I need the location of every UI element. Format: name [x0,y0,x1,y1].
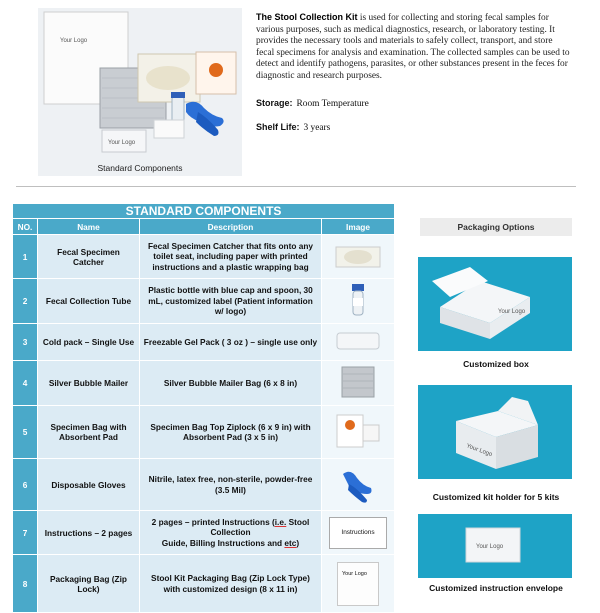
instruction-envelope-image [418,514,572,578]
svg-text:Your Logo: Your Logo [465,443,493,459]
row-description: Silver Bubble Mailer Bag (6 x 8 in) [140,361,322,406]
col-header-description: Description [140,219,322,235]
row-name: Instructions – 2 pages [38,511,140,555]
storage-value: Room Temperature [296,99,369,109]
kit-components-photo [38,8,242,176]
table-title: STANDARD COMPONENTS [13,204,395,219]
row-number: 7 [13,511,38,555]
row-image [322,511,395,555]
mailer-thumbnail [338,364,378,400]
col-header-image: Image [322,219,395,235]
divider [16,186,576,187]
row-description: Specimen Bag Top Ziplock (6 x 9 in) with Absorbent Pad (3 x 5 in) [140,406,322,459]
table-row [13,324,395,361]
row-name: Specimen Bag with Absorbent Pad [38,406,140,459]
row-name: Fecal Specimen Catcher [38,235,140,279]
col-header-name: Name [38,219,140,235]
storage-label: Storage: [256,98,293,108]
row-image [322,459,395,511]
catcher-thumbnail [333,241,383,271]
row-number: 2 [13,279,38,324]
instructions-thumbnail: Instructions [329,517,387,549]
kit-holder-image [418,385,572,479]
row-number: 5 [13,406,38,459]
table-row [13,555,395,613]
row-image [322,406,395,459]
row-name: Fecal Collection Tube [38,279,140,324]
table-row [13,279,395,324]
row-description: Plastic bottle with blue cap and spoon, 30 mL, customized label (Patient information w/ logo) [140,279,322,324]
standard-components-table [12,203,395,613]
instruction-envelope-caption: Customized instruction envelope [429,583,563,593]
table-row [13,511,395,555]
row-name: Disposable Gloves [38,459,140,511]
row-name: Silver Bubble Mailer [38,361,140,406]
row-image [322,324,395,361]
svg-text:Your Logo: Your Logo [498,309,526,315]
col-header-no: NO. [13,219,38,235]
svg-text:Your Logo: Your Logo [476,544,504,550]
row-number: 1 [13,235,38,279]
row-image [322,361,395,406]
shelf-life-line [256,121,330,133]
row-number: 6 [13,459,38,511]
shelf-life-value: 3 years [303,123,331,133]
row-image [322,235,395,279]
gloves-thumbnail [335,464,381,504]
row-image [322,555,395,613]
kit-description-text: is used for collecting and storing fecal samples for various purposes, such as medical diagnostics, research, or laboratory testing. It provides the necessary tools and materials to safely collect, transport, and store fecal specimens for analysis and examination. The collected samples can be used to detect and identify pathogens, parasites, or other substances present in the feces for diagnostic and research purposes. [256,13,570,81]
table-row [13,235,395,279]
row-description: Freezable Gel Pack ( 3 oz ) – single use only [140,324,322,361]
row-number: 4 [13,361,38,406]
hero-caption: Standard Components [97,163,183,173]
row-image [322,279,395,324]
customized-box-image [418,257,572,351]
row-number: 8 [13,555,38,613]
tube-thumbnail [343,282,373,318]
row-number: 3 [13,324,38,361]
packaging-bag-thumbnail: Your Logo [337,562,379,606]
table-row [13,459,395,511]
customized-box-caption: Customized box [463,359,529,369]
row-name: Packaging Bag (Zip Lock) [38,555,140,613]
storage-line [256,97,369,109]
row-description: 2 pages – printed Instructions (i.e. Stool Collection Guide, Billing Instructions and etc) [140,511,322,555]
shelf-life-label: Shelf Life: [256,122,300,132]
specimen-bag-thumbnail [333,411,383,451]
table-row [13,406,395,459]
kit-title: The Stool Collection Kit [256,12,358,22]
kit-holder-caption: Customized kit holder for 5 kits [432,492,560,502]
svg-text:Your Logo: Your Logo [108,140,136,146]
packaging-options-heading: Packaging Options [420,218,572,236]
hero-logo-text: Your Logo [60,38,88,44]
row-description: Stool Kit Packaging Bag (Zip Lock Type) with customized design (8 x 11 in) [140,555,322,613]
row-description: Fecal Specimen Catcher that fits onto any toilet seat, including paper with printed instructions and a plastic wrapping bag [140,235,322,279]
row-name: Cold pack – Single Use [38,324,140,361]
kit-description [256,12,572,83]
table-row [13,361,395,406]
gelpack-thumbnail [333,330,383,352]
row-description: Nitrile, latex free, non-sterile, powder-free (3.5 Mil) [140,459,322,511]
